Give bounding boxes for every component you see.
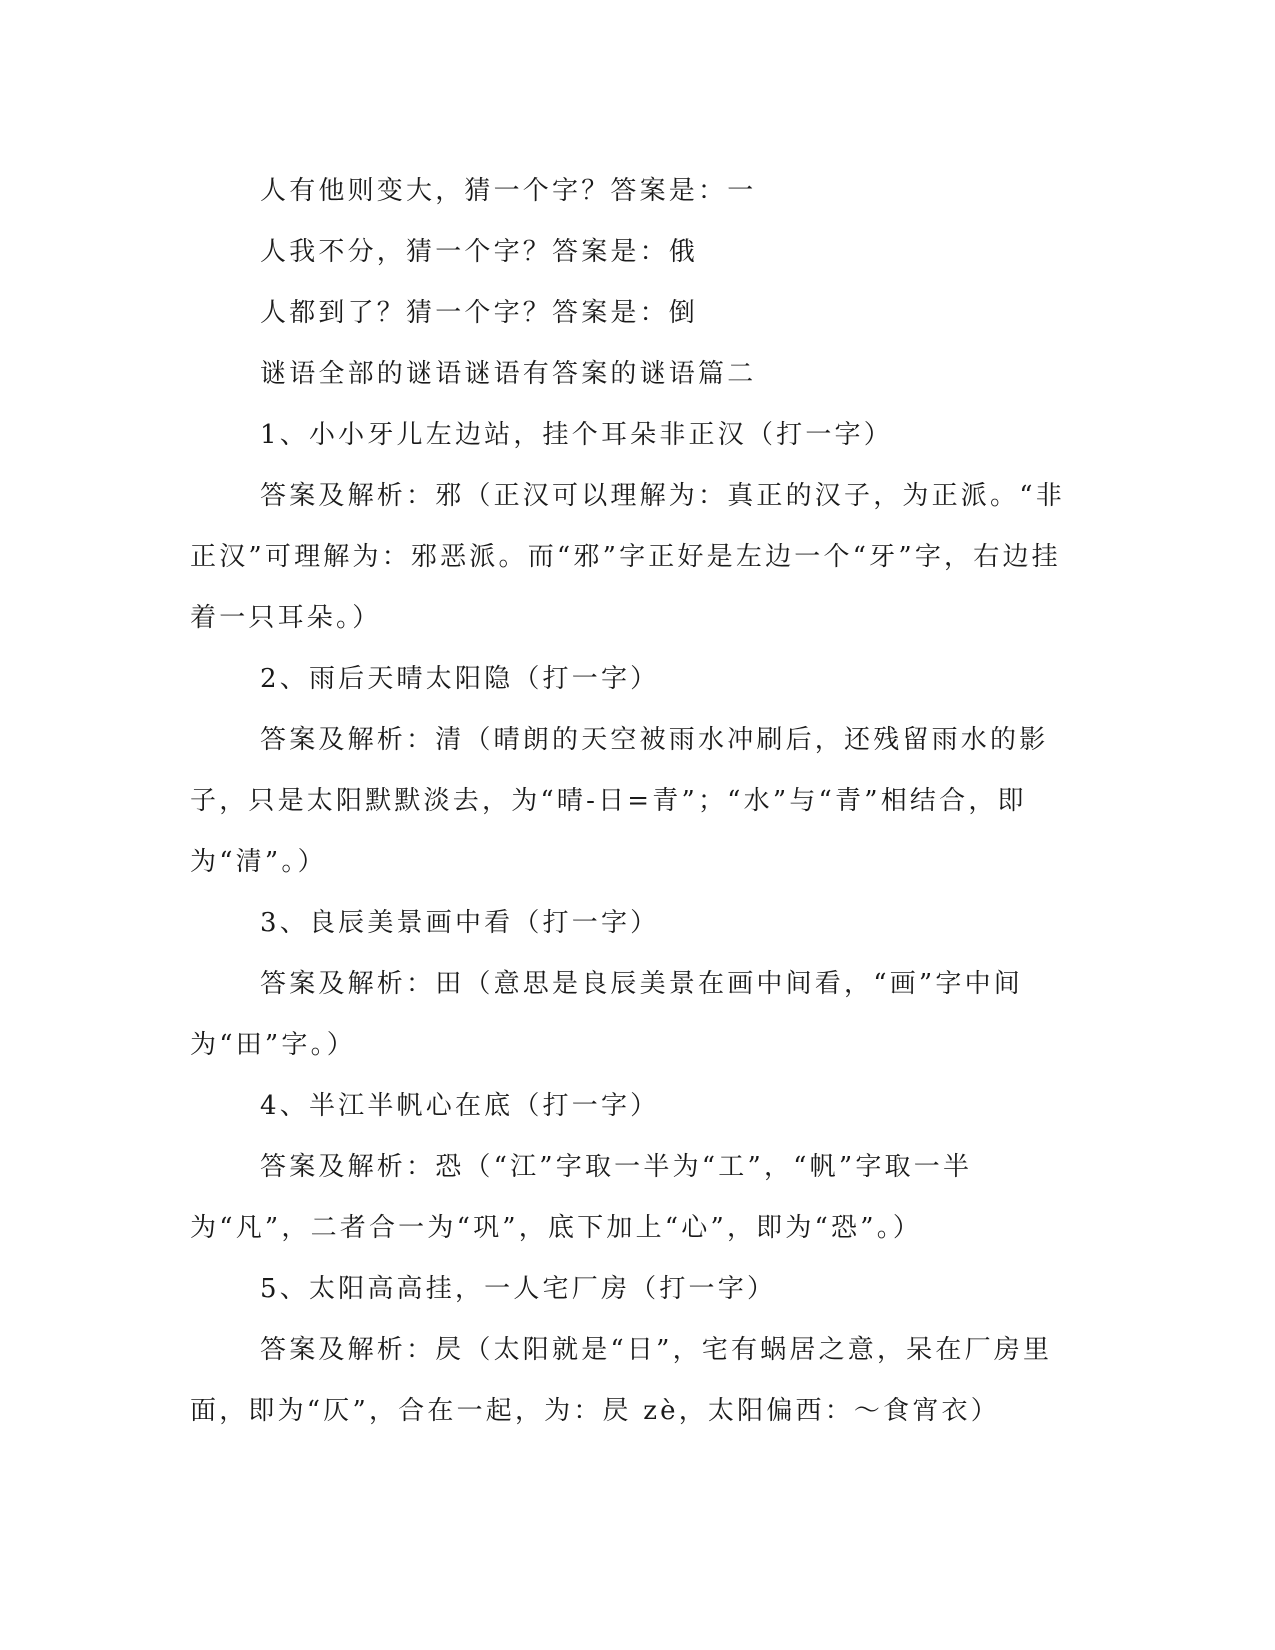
riddle-answer-3: 答案及解析：田（意思是良辰美景在画中间看，“画”字中间为“田”字。） [190,969,1023,1060]
section-heading: 谜语全部的谜语谜语有答案的谜语篇二 [260,359,757,389]
riddle-question-1: 1、小小牙儿左边站，挂个耳朵非正汉（打一字） [260,420,893,450]
riddle-answer-5: 答案及解析：昃（太阳就是“日”，宅有蜗居之意，呆在厂房里面，即为“仄”，合在一起，为：昃 zè，太阳偏西：～食宵衣） [190,1335,1053,1426]
riddle-answer-1: 答案及解析：邪（正汉可以理解为：真正的汉子，为正派。“非正汉”可理解为：邪恶派。而“邪”字正好是左边一个“牙”字，右边挂着一只耳朵。） [190,481,1065,633]
riddle-line-3: 人都到了？猜一个字？答案是：倒 [260,298,699,328]
riddle-question-2: 2、雨后天晴太阳隐（打一字） [260,664,660,694]
riddle-answer-4: 答案及解析：恐（“江”字取一半为“工”，“帆”字取一半为“凡”，二者合一为“巩”，底下加上“心”，即为“恐”。） [190,1152,973,1243]
riddle-question-3: 3、良辰美景画中看（打一字） [260,908,660,938]
riddle-answer-2: 答案及解析：清（晴朗的天空被雨水冲刷后，还残留雨水的影子，只是太阳默默淡去，为“晴-日=青”；“水”与“青”相结合，即为“清”。） [190,725,1049,877]
riddle-question-5: 5、太阳高高挂，一人宅厂房（打一字） [260,1274,777,1304]
riddle-line-2: 人我不分，猜一个字？答案是：俄 [260,237,699,267]
riddle-line-1: 人有他则变大，猜一个字？答案是：一 [260,176,757,206]
document-body [190,161,1090,1442]
riddle-question-4: 4、半江半帆心在底（打一字） [260,1091,660,1121]
